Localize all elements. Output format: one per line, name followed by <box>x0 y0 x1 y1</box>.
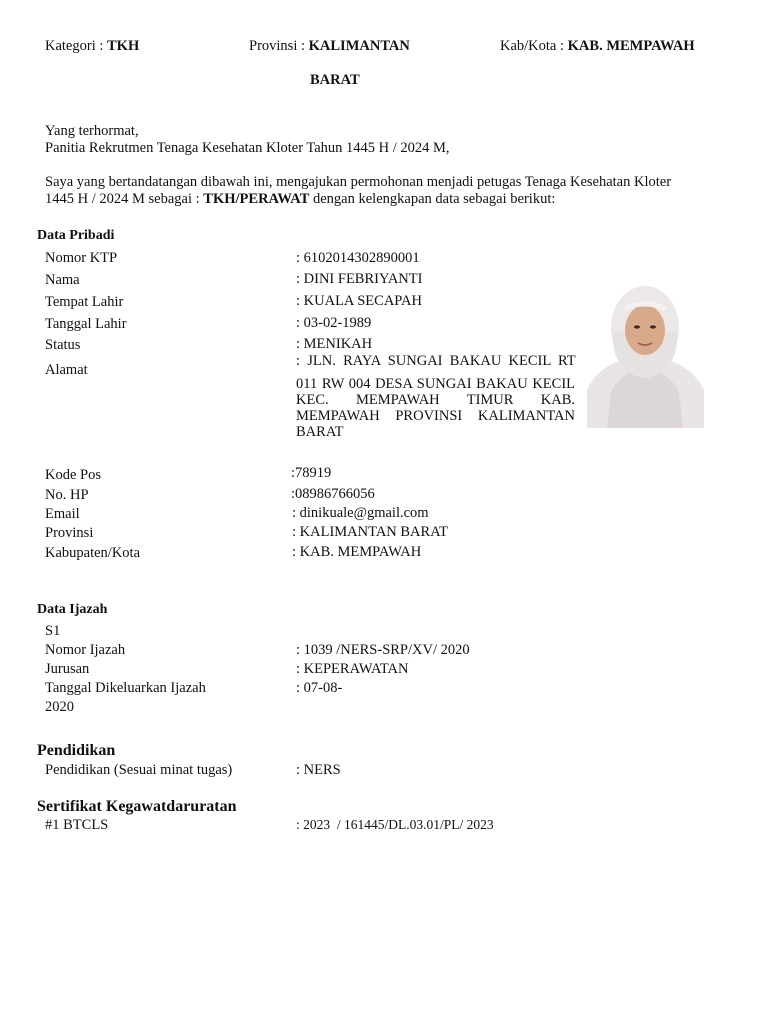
value-status: : MENIKAH <box>296 336 373 352</box>
header-provinsi-continued: BARAT <box>310 72 360 88</box>
header-kabkota: Kab/Kota : KAB. MEMPAWAH <box>500 38 695 54</box>
value-jurusan: : KEPERAWATAN <box>296 661 409 677</box>
intro-line2: 1445 H / 2024 M sebagai : TKH/PERAWAT dengan kelengkapan data sebagai berikut: <box>45 191 556 207</box>
header-kategori: Kategori : TKH <box>45 38 140 54</box>
value-nomor-ktp: : 6102014302890001 <box>296 250 420 266</box>
greeting-line2: Panitia Rekrutmen Tenaga Kesehatan Kloter Tahun 1445 H / 2024 M, <box>45 140 450 156</box>
section-title-data-ijazah: Data Ijazah <box>37 602 108 617</box>
intro-line1: Saya yang bertandatangan dibawah ini, mengajukan permohonan menjadi petugas Tenaga Kesehatan Kloter <box>45 174 672 190</box>
value-nama: : DINI FEBRIYANTI <box>296 271 423 287</box>
value-pendidikan: : NERS <box>296 762 341 778</box>
value-no-hp: :08986766056 <box>291 486 375 502</box>
label-tanggal-ijazah: Tanggal Dikeluarkan Ijazah <box>45 680 206 696</box>
label-nama: Nama <box>45 272 80 288</box>
value-email: : dinikuale@gmail.com <box>292 505 429 521</box>
label-no-hp: No. HP <box>45 487 89 503</box>
label-kode-pos: Kode Pos <box>45 467 101 483</box>
label-tempat-lahir: Tempat Lahir <box>45 294 124 310</box>
label-kabupaten-kota: Kabupaten/Kota <box>45 545 141 561</box>
value-tanggal-ijazah-year: 2020 <box>45 699 74 715</box>
label-tanggal-lahir: Tanggal Lahir <box>45 316 127 332</box>
value-tanggal-lahir: : 03-02-1989 <box>296 315 372 331</box>
value-kode-pos: :78919 <box>291 465 332 481</box>
value-kabupaten-kota: : KAB. MEMPAWAH <box>292 544 422 560</box>
ijazah-level: S1 <box>45 623 61 639</box>
value-tempat-lahir: : KUALA SECAPAH <box>296 293 422 309</box>
label-jurusan: Jurusan <box>45 661 90 677</box>
value-alamat-continued: 011 RW 004 DESA SUNGAI BAKAU KECIL KEC. MEMPAWAH TIMUR KAB. MEMPAWAH PROVINSI KALIMANTAN BARAT <box>296 376 575 440</box>
profile-photo <box>587 272 704 428</box>
portrait-image <box>587 272 704 428</box>
value-provinsi: : KALIMANTAN BARAT <box>292 524 448 540</box>
header-provinsi: Provinsi : KALIMANTAN <box>249 38 410 54</box>
label-sertifikat: #1 BTCLS <box>45 817 109 833</box>
value-sertifikat: : 2023 / 161445/DL.03.01/PL/ 2023 <box>296 817 494 832</box>
value-alamat: : JLN. RAYA SUNGAI BAKAU KECIL RT <box>296 353 576 369</box>
value-tanggal-ijazah: : 07-08- <box>296 680 343 696</box>
section-title-sertifikat: Sertifikat Kegawatdaruratan <box>37 798 237 815</box>
greeting-line1: Yang terhormat, <box>45 123 139 139</box>
label-nomor-ijazah: Nomor Ijazah <box>45 642 126 658</box>
label-provinsi: Provinsi <box>45 525 94 541</box>
label-alamat: Alamat <box>45 362 88 378</box>
section-title-data-pribadi: Data Pribadi <box>37 228 115 243</box>
label-status: Status <box>45 337 81 353</box>
label-nomor-ktp: Nomor KTP <box>45 250 118 266</box>
label-email: Email <box>45 506 80 522</box>
section-title-pendidikan: Pendidikan <box>37 742 116 759</box>
value-nomor-ijazah: : 1039 /NERS-SRP/XV/ 2020 <box>296 642 470 658</box>
label-pendidikan: Pendidikan (Sesuai minat tugas) <box>45 762 233 778</box>
